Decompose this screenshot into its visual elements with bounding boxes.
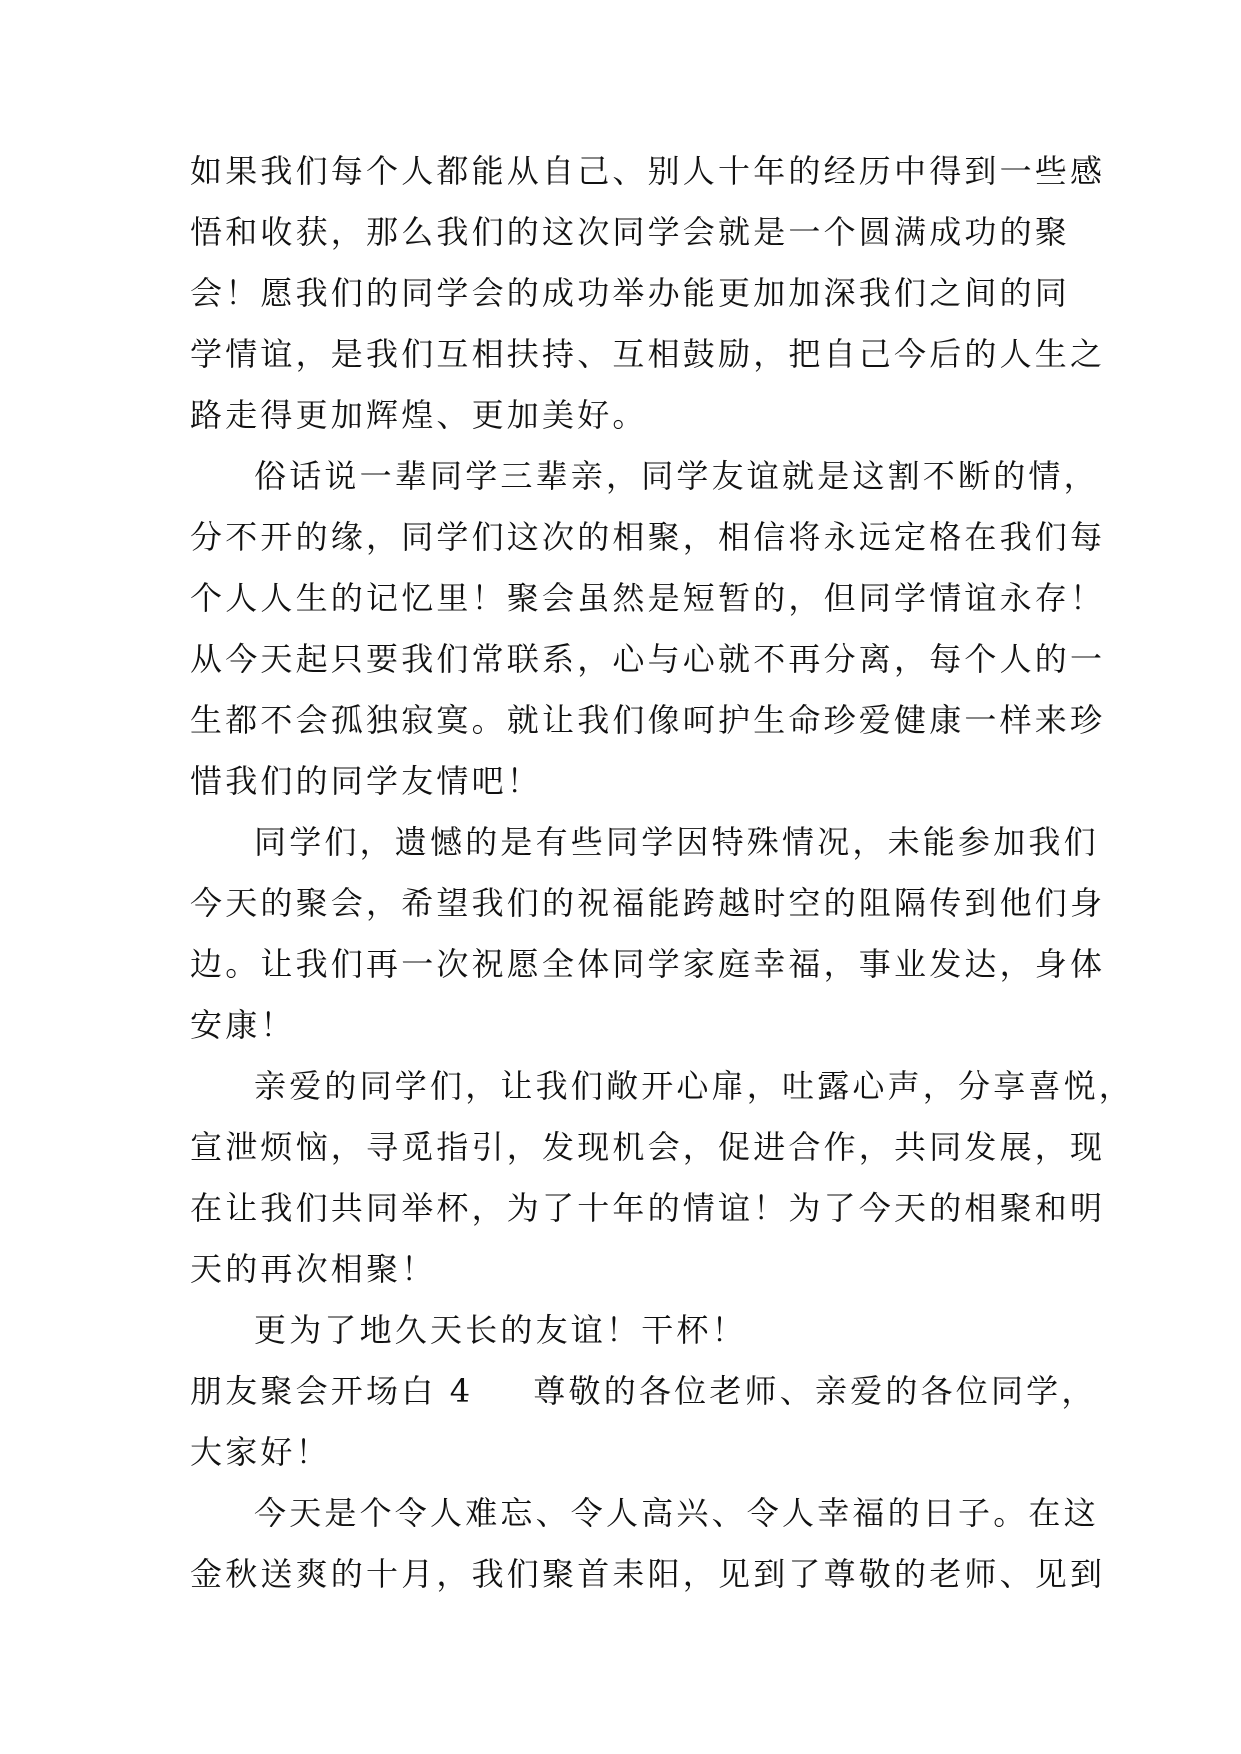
text-line: 金秋送爽的十月，我们聚首耒阳，见到了尊敬的老师、见到 <box>190 1555 1106 1593</box>
paragraph-first-line: 俗话说一辈同学三辈亲，同学友谊就是这割不断的情， <box>254 457 1099 495</box>
section-heading-title: 朋友聚会开场白 4 <box>190 1372 474 1410</box>
paragraph-first-line: 同学们，遗憾的是有些同学因特殊情况，未能参加我们 <box>254 823 1099 861</box>
text-line: 大家好！ <box>190 1433 331 1471</box>
paragraph-first-line: 更为了地久天长的友谊！干杯！ <box>254 1311 747 1349</box>
text-line: 生都不会孤独寂寞。就让我们像呵护生命珍爱健康一样来珍 <box>190 701 1106 739</box>
text-line: 今天的聚会，希望我们的祝福能跨越时空的阻隔传到他们身 <box>190 884 1106 922</box>
text-line: 学情谊，是我们互相扶持、互相鼓励，把自己今后的人生之 <box>190 335 1106 373</box>
text-line: 边。让我们再一次祝愿全体同学家庭幸福，事业发达，身体 <box>190 945 1106 983</box>
section-heading-salutation: 尊敬的各位老师、亲爱的各位同学， <box>533 1372 1097 1410</box>
text-line: 宣泄烦恼，寻觅指引，发现机会，促进合作，共同发展，现 <box>190 1128 1106 1166</box>
paragraph-first-line: 今天是个令人难忘、令人高兴、令人幸福的日子。在这 <box>254 1494 1099 1532</box>
text-line: 个人人生的记忆里！聚会虽然是短暂的，但同学情谊永存！ <box>190 579 1106 617</box>
text-line: 悟和收获，那么我们的这次同学会就是一个圆满成功的聚 <box>190 213 1071 251</box>
text-line: 天的再次相聚！ <box>190 1250 437 1288</box>
text-line: 在让我们共同举杯，为了十年的情谊！为了今天的相聚和明 <box>190 1189 1106 1227</box>
text-line: 从今天起只要我们常联系，心与心就不再分离，每个人的一 <box>190 640 1106 678</box>
text-line: 分不开的缘，同学们这次的相聚，相信将永远定格在我们每 <box>190 518 1106 556</box>
paragraph-first-line: 亲爱的同学们，让我们敞开心扉，吐露心声，分享喜悦， <box>254 1067 1135 1105</box>
text-line: 惜我们的同学友情吧！ <box>190 762 543 800</box>
text-line: 路走得更加辉煌、更加美好。 <box>190 396 648 434</box>
section-heading <box>190 1369 1097 1413</box>
text-line: 会！愿我们的同学会的成功举办能更加加深我们之间的同 <box>190 274 1071 312</box>
text-line: 安康！ <box>190 1006 296 1044</box>
text-line: 如果我们每个人都能从自己、别人十年的经历中得到一些感 <box>190 152 1106 190</box>
